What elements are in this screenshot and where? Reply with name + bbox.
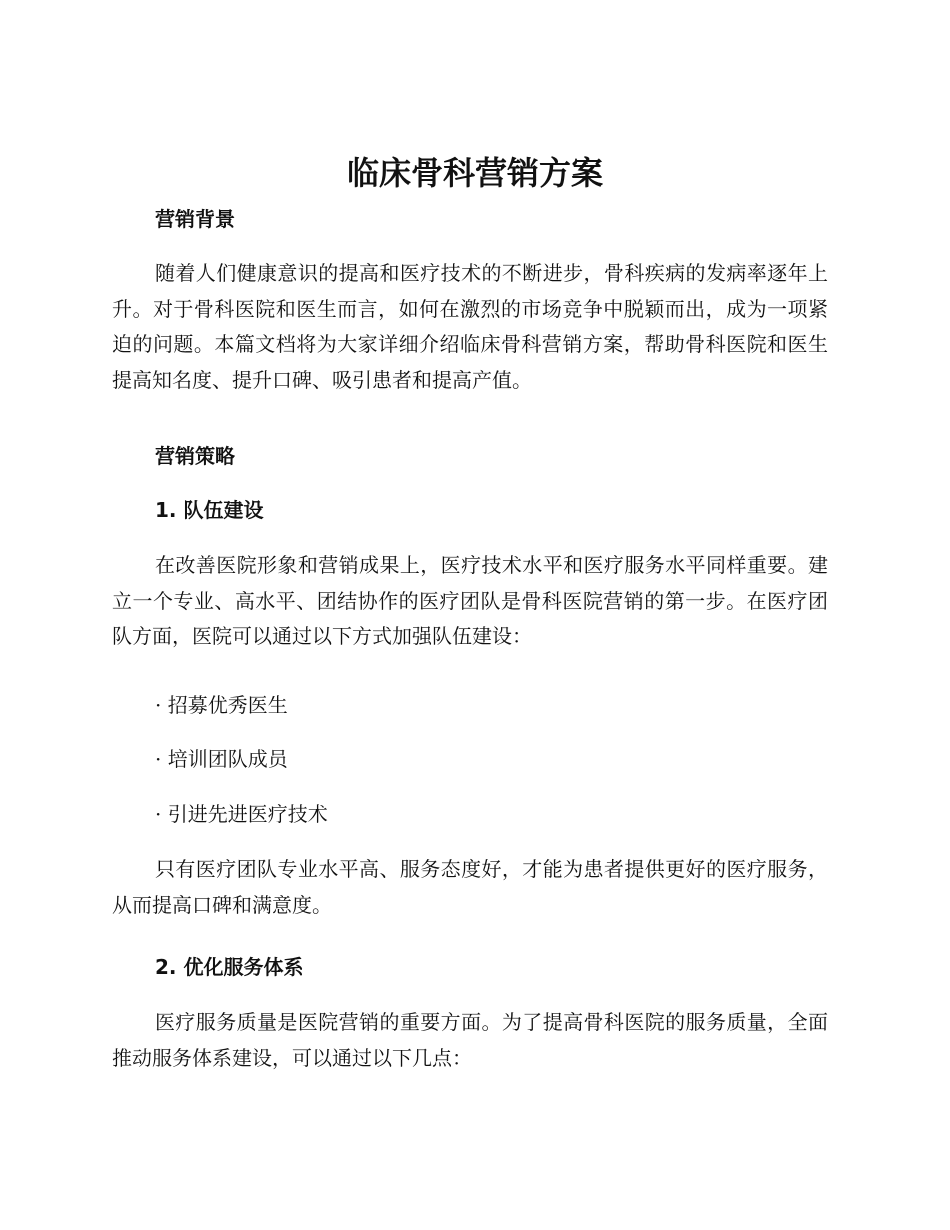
subsection-heading-service: 2. 优化服务体系 — [155, 955, 304, 979]
document-title: 临床骨科营销方案 — [346, 154, 603, 192]
section-heading-background: 营销背景 — [155, 207, 235, 231]
team-bullet-training: · 培训团队成员 — [155, 747, 288, 771]
team-conclusion-paragraph: 只有医疗团队专业水平高、服务态度好，才能为患者提供更好的医疗服务，从而提高口碑和满意度。 — [112, 857, 828, 917]
team-bullet-technology: · 引进先进医疗技术 — [155, 802, 328, 826]
team-bullet-recruit: · 招募优秀医生 — [155, 693, 288, 717]
background-paragraph: 随着人们健康意识的提高和医疗技术的不断进步，骨科疾病的发病率逐年上升。对于骨科医院和医生而言，如何在激烈的市场竞争中脱颖而出，成为一项紧迫的问题。本篇文档将为大家详细介绍临床骨科营销方案，帮助骨科医院和医生提高知名度、提升口碑、吸引患者和提高产值。 — [112, 261, 828, 392]
team-paragraph: 在改善医院形象和营销成果上，医疗技术水平和医疗服务水平同样重要。建立一个专业、高水平、团结协作的医疗团队是骨科医院营销的第一步。在医疗团队方面，医院可以通过以下方式加强队伍建设： — [112, 553, 828, 648]
service-paragraph: 医疗服务质量是医院营销的重要方面。为了提高骨科医院的服务质量，全面推动服务体系建设，可以通过以下几点： — [112, 1010, 828, 1070]
section-heading-strategy: 营销策略 — [155, 444, 235, 468]
subsection-heading-team: 1. 队伍建设 — [155, 498, 264, 522]
